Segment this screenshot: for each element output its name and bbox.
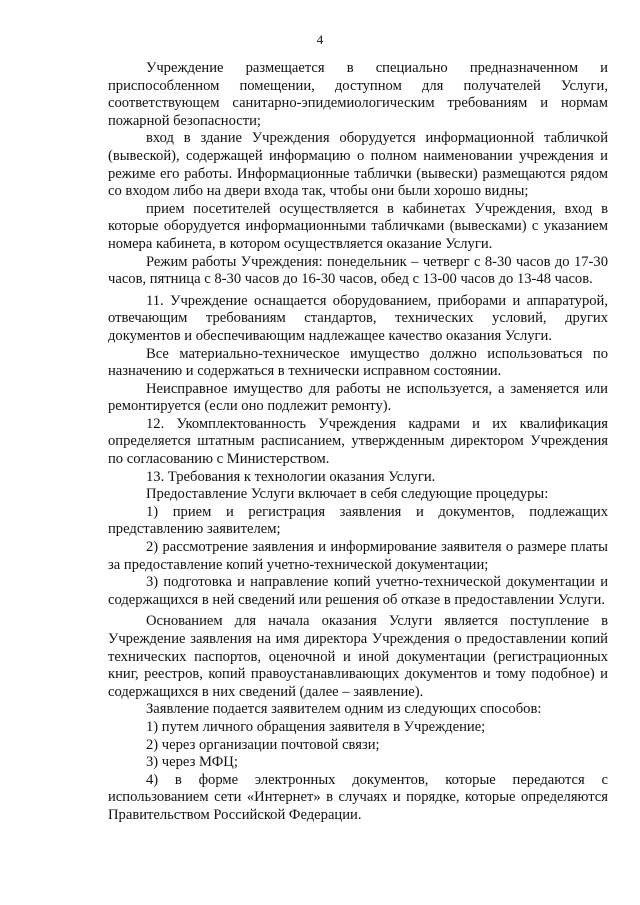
paragraph: вход в здание Учреждения оборудуется информационной табличкой (вывеской), содержащей информацию о полном наименовании учреждения и режиме его работы. Информационные таблички (вывески) размещаются рядом со входом либо на двери входа так, чтобы они были хорошо видны;: [108, 130, 608, 200]
paragraph: Неисправное имущество для работы не используется, а заменяется или ремонтируется (если оно подлежит ремонту).: [108, 380, 608, 415]
paragraph: Предоставление Услуги включает в себя следующие процедуры:: [146, 486, 549, 503]
paragraph: 11. Учреждение оснащается оборудованием, приборами и аппаратурой, отвечающим требованиям стандартов, технических условий, других документов и обеспечивающим надлежащее качество оказания Услуги.: [108, 292, 608, 344]
paragraph: Основанием для начала оказания Услуги является поступление в Учреждение заявления на имя директора Учреждения о предоставлении копий технических паспортов, оценочной и иной документации (регистрационных книг, реестров, копий правоустанавливающих документов и тому подобное) и содержащихся в них сведений (далее – заявление).: [108, 613, 608, 700]
paragraph: Все материально-техническое имущество должно использоваться по назначению и содержаться в технически исправном состоянии.: [108, 345, 608, 380]
page-number: 4: [316, 32, 324, 47]
paragraph: 1) прием и регистрация заявления и документов, подлежащих представлению заявителем;: [108, 503, 608, 538]
paragraph: Режим работы Учреждения: понедельник – четверг с 8-30 часов до 17-30 часов, пятница с 8-30 часов до 16-30 часов, обед с 13-00 часов до 13-48 часов.: [108, 253, 608, 288]
paragraph: 3) подготовка и направление копий учетно-технической документации и содержащихся в ней сведений или решения об отказе в предоставлении Услуги.: [108, 574, 608, 608]
paragraph: прием посетителей осуществляется в кабинетах Учреждения, вход в которые оборудуется информационными табличками (вывесками) с указанием номера кабинета, в котором осуществляется оказание Услуги.: [108, 200, 608, 252]
paragraph: 2) рассмотрение заявления и информирование заявителя о размере платы за предоставление копий учетно-технической документации;: [108, 539, 608, 573]
paragraph: 4) в форме электронных документов, которые передаются с использованием сети «Интернет» в случаях и порядке, которые определяются Правительством Российской Федерации.: [108, 771, 608, 823]
paragraph: 1) путем личного обращения заявителя в Учреждение;: [146, 718, 486, 735]
paragraph: 12. Укомплектованность Учреждения кадрами и их квалификация определяется штатным расписанием, утвержденным директором Учреждения по согласованию с Министерством.: [108, 415, 608, 468]
paragraph: Заявление подается заявителем одним из следующих способов:: [146, 701, 542, 718]
paragraph: 2) через организации почтовой связи;: [146, 736, 380, 753]
paragraph: 13. Требования к технологии оказания Услуги.: [146, 468, 436, 485]
paragraph: 3) через МФЦ;: [146, 754, 238, 771]
document-body: [108, 60, 608, 825]
paragraph: Учреждение размещается в специально предназначенном и приспособленном помещении, доступном для получателей Услуги, соответствующем санитарно-эпидемиологическим требованиям и нормам пожарной безопасности;: [108, 60, 608, 129]
